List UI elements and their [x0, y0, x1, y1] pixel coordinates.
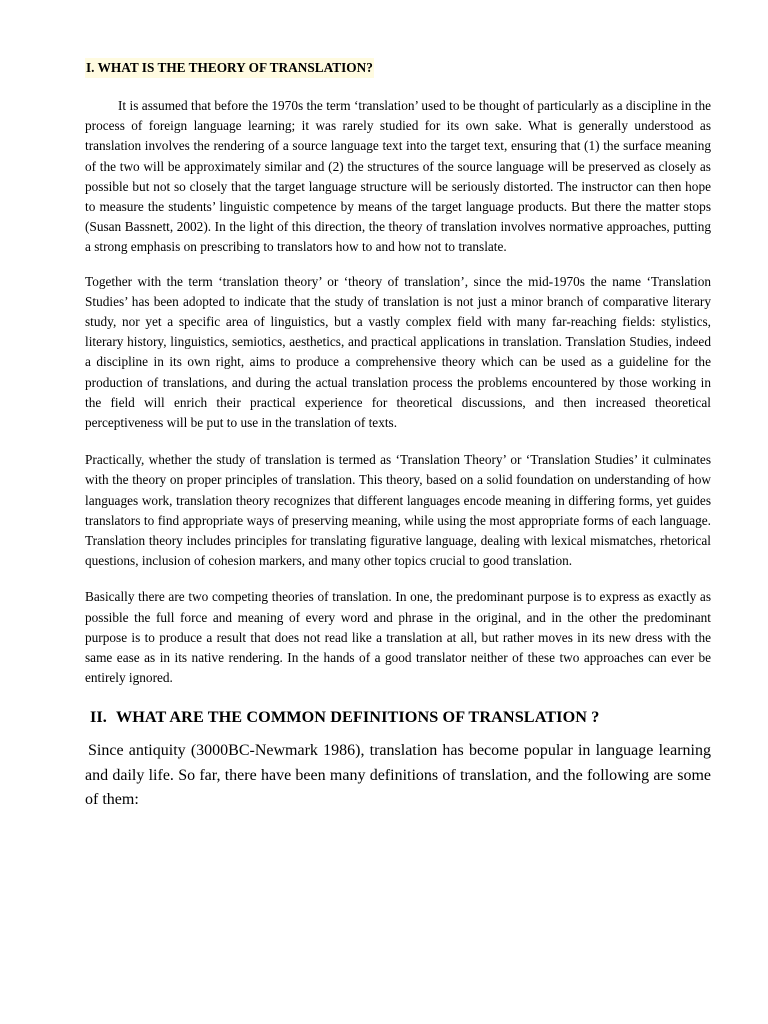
section-1-paragraph-1: It is assumed that before the 1970s the term ‘translation’ used to be thought of particularly as a discipline in the process of foreign language learning; it was rarely studied for its own sake. What is generally understood as translation involves the rendering of a source language text into the target text, ensuring that (1) the surface meaning of the two will be approximately similar and (2) the structures of the source language will be preserved as closely as possible but not so closely that the target language structure will be seriously distorted. The instructor can then hope to measure the students’ linguistic competence by means of the target language products. But there the matter stops (Susan Bassnett, 2002). In the light of this direction, the theory of translation involves normative approaches, putting a strong emphasis on prescribing to translators how to and how not to translate.	[85, 98, 711, 255]
section-1-heading: I. WHAT IS THE THEORY OF TRANSLATION?	[85, 58, 374, 78]
document-page	[85, 58, 711, 813]
section-1-paragraph-3: Practically, whether the study of translation is termed as ‘Translation Theory’ or ‘Translation Studies’ it culminates with the theory on proper principles of translation. This theory, based on a solid foundation on understanding of how languages work, translation theory recognizes that different languages encode meaning in differing forms, yet guides translators to find appropriate ways of preserving meaning, while using the most appropriate forms of each language. Translation theory includes principles for translating figurative language, dealing with lexical mismatches, rhetorical questions, inclusion of cohesion markers, and many other topics crucial to good translation.	[85, 452, 711, 569]
section-2-number: II.	[90, 708, 107, 727]
section-2-heading	[90, 706, 711, 728]
section-1-paragraph-4: Basically there are two competing theories of translation. In one, the predominant purpose is to express as exactly as possible the full force and meaning of every word and phrase in the original, and in the other the predominant purpose is to produce a result that does not read like a translation at all, but rather moves in its new dress with the same ease as in its native rendering. In the hands of a good translator neither of these two approaches can ever be entirely ignored.	[85, 589, 711, 686]
section-2-paragraph-text: Since antiquity (3000BC-Newmark 1986), translation has become popular in language learning and daily life. So far, there have been many definitions of translation, and the following are some of them:	[85, 742, 711, 809]
section-2-paragraph	[85, 739, 711, 813]
section-2-heading-text: WHAT ARE THE COMMON DEFINITIONS OF TRANSLATION ?	[115, 708, 600, 727]
section-1-paragraph-2: Together with the term ‘translation theory’ or ‘theory of translation’, since the mid-1970s the name ‘Translation Studies’ has been adopted to indicate that the study of translation is not just a minor branch of comparative literary study, nor yet a specific area of linguistics, but a vastly complex field with many far-reaching fields: stylistics, literary history, linguistics, semiotics, aesthetics, and practical applications in translation. Translation Studies, indeed a discipline in its own right, aims to produce a comprehensive theory which can be used as a guideline for the production of translations, and during the actual translation process the problems encountered by those working in the field will enrich their practical experience for theoretical discussions, and then increased theoretical perceptiveness will be put to use in the translation of texts.	[85, 273, 711, 431]
